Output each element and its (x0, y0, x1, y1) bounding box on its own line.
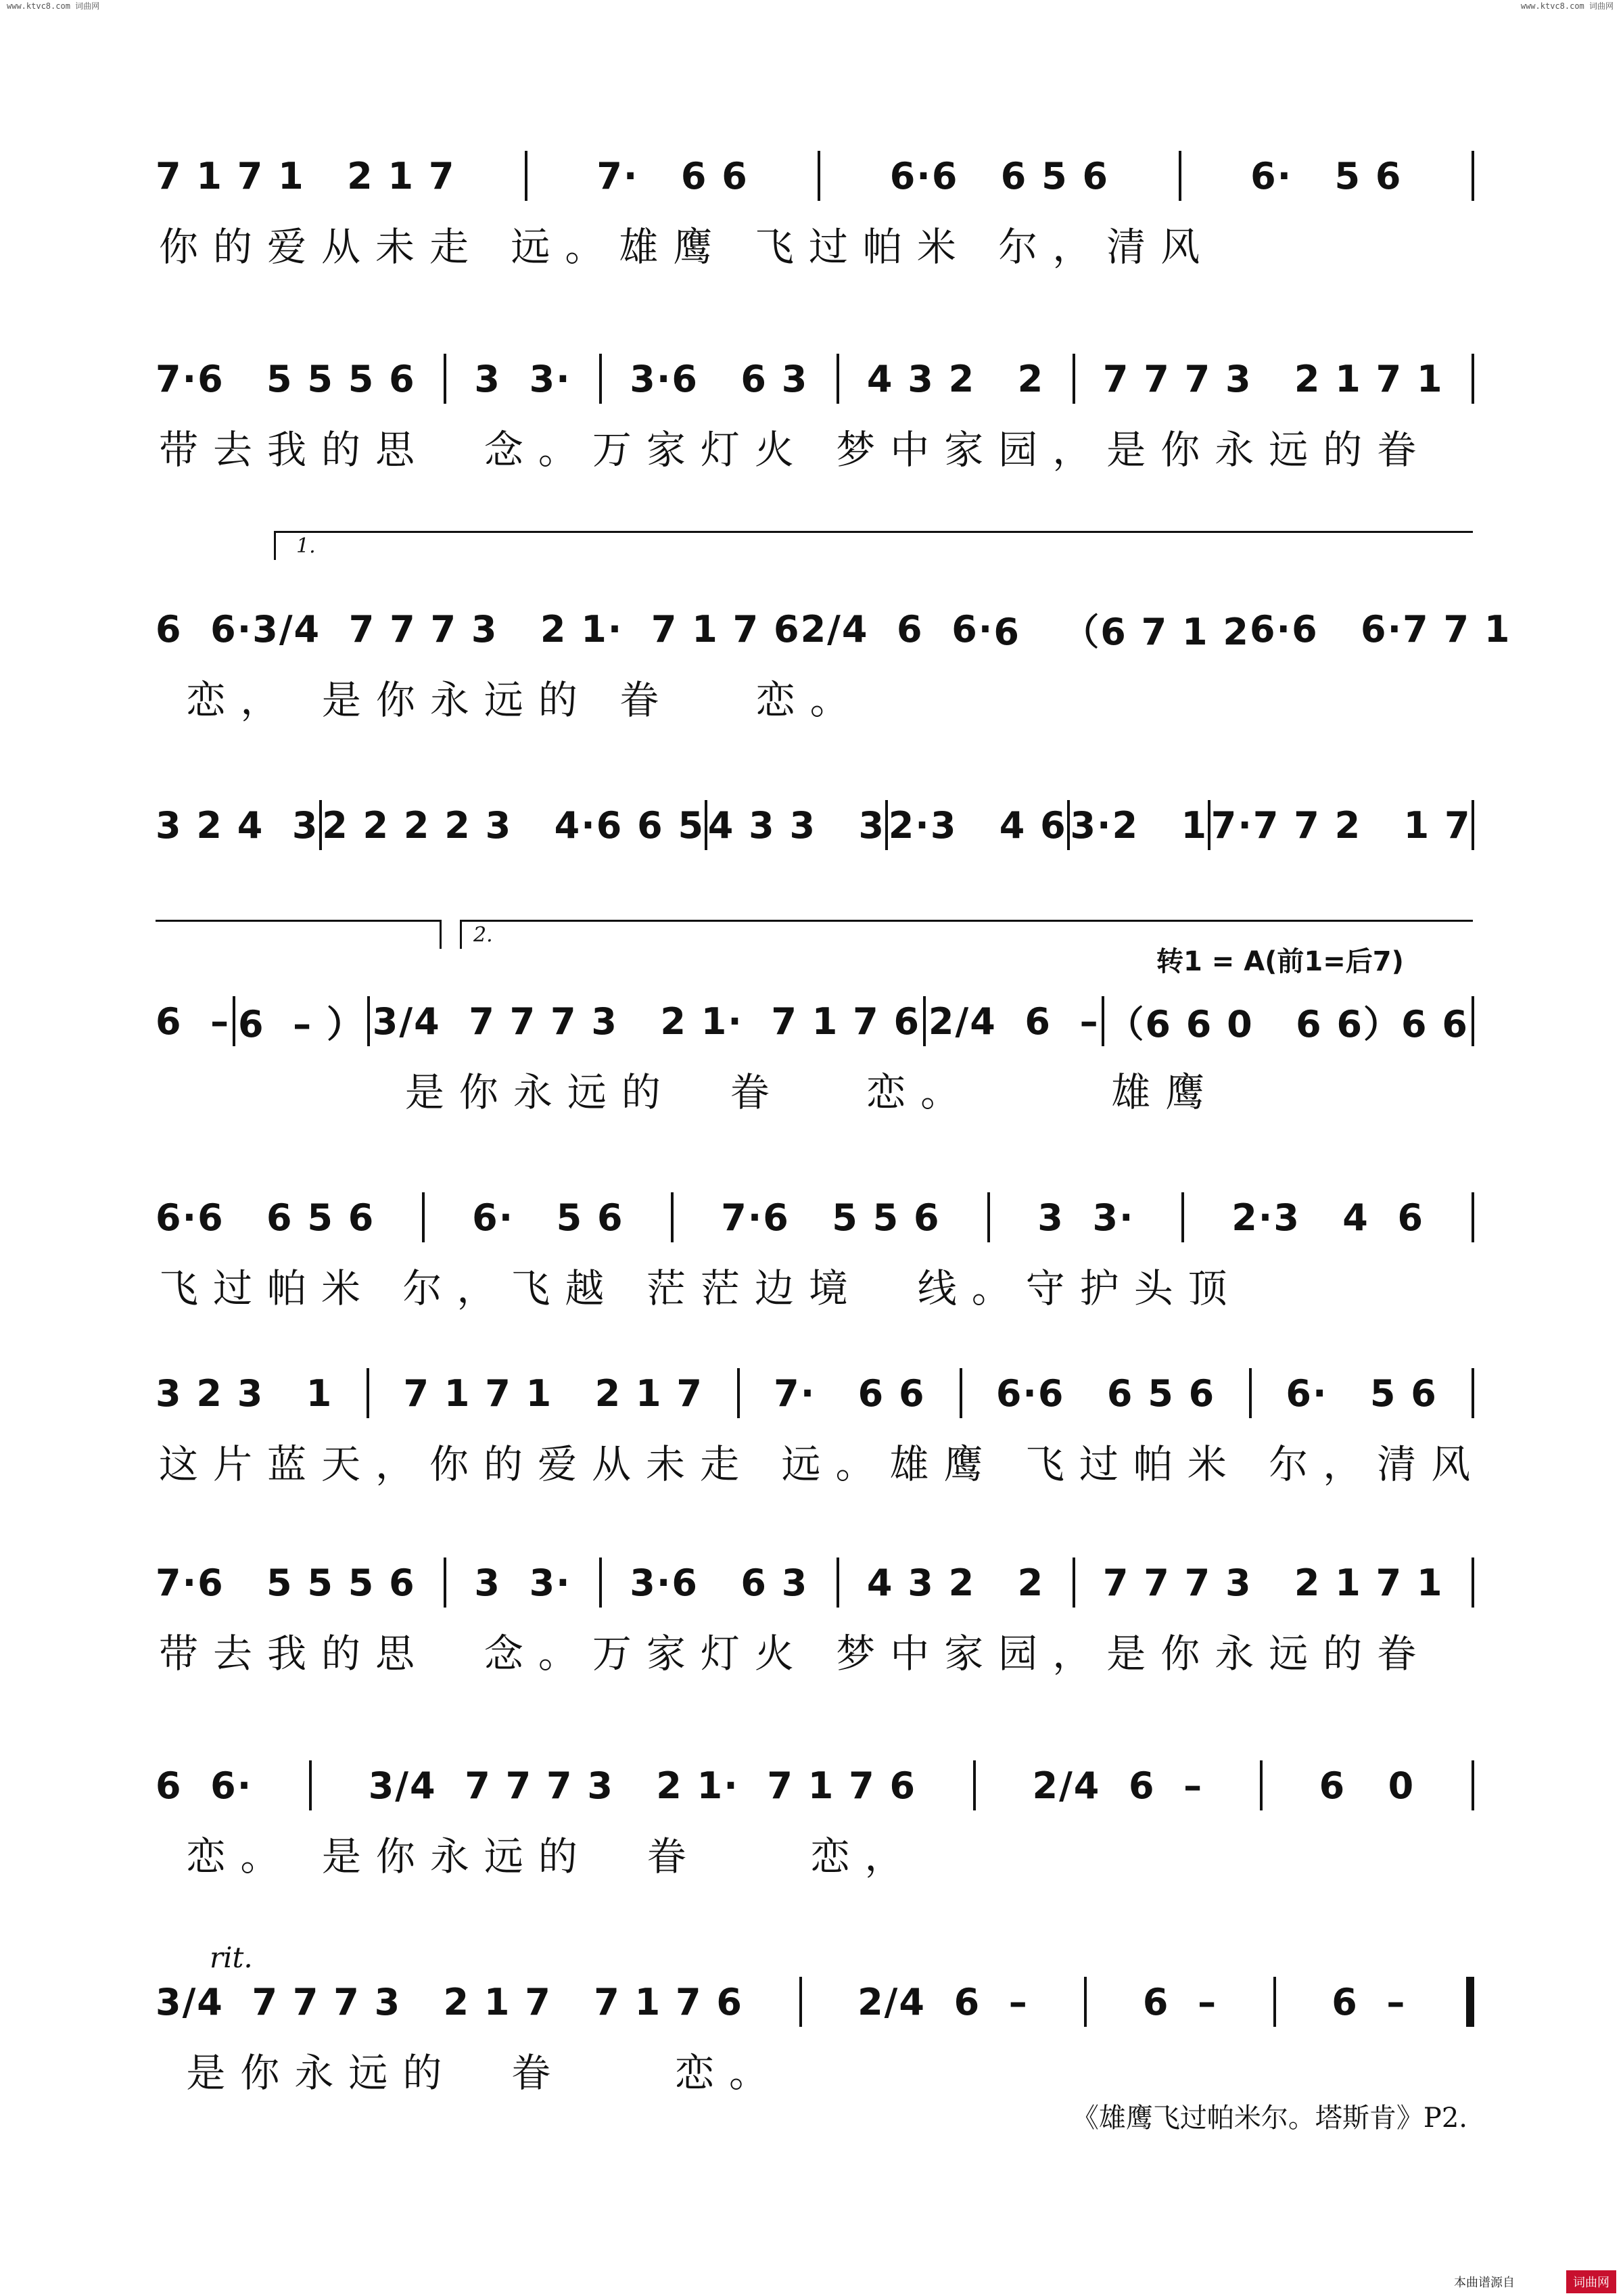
measure: 4 3 3 3 (707, 803, 886, 847)
first-ending-bracket (274, 531, 1473, 560)
lyrics-line: 是你永远的 眷 恋。 雄鹰 (159, 1069, 1220, 1115)
lyrics-line: 带去我的思 念。万家灯火 梦中家园，是你永远的眷 (159, 1631, 1432, 1677)
second-ending-label: 2. (473, 923, 493, 947)
barline (1073, 354, 1075, 404)
barline (987, 1192, 990, 1242)
barline (960, 1368, 962, 1418)
lyrics-line: 带去我的思 念。万家灯火 梦中家园，是你永远的眷 (159, 427, 1432, 473)
measure: 7·6 5 5 5 6 (156, 357, 416, 400)
site-header-left: www.ktvc8.com 词曲网 (7, 1, 100, 11)
notation-line (156, 352, 1474, 406)
measure: 3 2 3 1 (156, 1372, 333, 1415)
measure: 2·3 4 6 (888, 803, 1067, 847)
barline (367, 1368, 369, 1418)
measure: 2·3 4 6 (1231, 1196, 1425, 1239)
measure: （6 6 0 6 6）6 6 (1107, 1002, 1469, 1046)
notation-line (156, 1555, 1474, 1610)
barline (1084, 1977, 1087, 2027)
measure: 7· 6 6 (774, 1372, 926, 1415)
measure: 6 （6 7 1 2 (993, 610, 1250, 653)
notation-line (156, 149, 1474, 203)
barline (233, 996, 235, 1046)
measure: 7·7 7 2 1 7 (1210, 803, 1472, 847)
measure: 3 2 4 3 (156, 803, 319, 847)
barline (1472, 1368, 1474, 1418)
barline (1472, 1760, 1474, 1810)
notation-line (156, 1758, 1474, 1812)
notation-line (156, 994, 1474, 1048)
barline (444, 1557, 446, 1608)
lyrics-line: 这片蓝天，你的爱从未走 远。雄鹰 飞过帕米 尔，清风 (159, 1441, 1486, 1487)
barline (1179, 151, 1181, 201)
barline (837, 354, 839, 404)
measure: 3 3· (1037, 1196, 1135, 1239)
measure: 2/4 6 – (928, 1000, 1100, 1043)
lyrics-line: 飞过帕米 尔，飞越 茫茫边境 线。守护头顶 (159, 1265, 1242, 1311)
barline (799, 1977, 802, 2027)
lyrics-line: 是你永远的 眷 恋。 (159, 2050, 784, 2096)
first-ending-label: 1. (296, 534, 316, 558)
ritardando-mark: rit. (210, 1941, 253, 1974)
measure: 6·6 6 5 6 (995, 1372, 1216, 1415)
measure: 6 6· (156, 1764, 253, 1807)
measure: 7· 6 6 (596, 154, 749, 197)
barline (1472, 996, 1474, 1046)
measure: 7·6 5 5 5 6 (156, 1561, 416, 1604)
lyrics-line: 恋， 是你永远的 眷 恋。 (159, 677, 864, 723)
barline (737, 1368, 740, 1418)
measure: 3 3· (474, 357, 571, 400)
score-footer: 《雄鹰飞过帕米尔。塔斯肯》P2. (1071, 2103, 1467, 2134)
barline (923, 996, 926, 1046)
measure: 6 – (156, 1000, 231, 1043)
measure: 7 1 7 1 2 1 7 (156, 154, 456, 197)
barline (422, 1192, 425, 1242)
measure: 4 3 2 2 (866, 357, 1045, 400)
barline (1472, 1557, 1474, 1608)
measure: 6·6 6 5 6 (156, 1196, 375, 1239)
measure: 7 7 7 3 2 1 7 1 (1102, 357, 1444, 400)
measure: 2/4 6 – (1032, 1764, 1204, 1807)
barline (1260, 1760, 1263, 1810)
measure: 3 3· (474, 1561, 571, 1604)
measure: 6 0 (1319, 1764, 1415, 1807)
barline (599, 1557, 602, 1608)
barline (1472, 800, 1474, 850)
measure: 2 2 2 2 3 4·6 6 5 (322, 803, 705, 847)
source-badge: 本曲谱源自 (1454, 2276, 1515, 2290)
lyrics-line: 你的爱从未走 远。雄鹰 飞过帕米 尔，清风 (159, 224, 1215, 270)
measure: 6· 5 6 (1286, 1372, 1438, 1415)
lyrics-line: 恋。 是你永远的 眷 恋， (159, 1833, 919, 1879)
barline (973, 1760, 976, 1810)
notation-line (156, 1366, 1474, 1420)
measure: 7·6 5 5 6 (721, 1196, 941, 1239)
barline (367, 996, 370, 1046)
measure: 7 1 7 1 2 1 7 (403, 1372, 703, 1415)
measure: 6·6 6·7 7 1 (1249, 607, 1511, 651)
barline (599, 354, 602, 404)
barline (1181, 1192, 1184, 1242)
measure: 2/4 6 6· (800, 607, 994, 651)
key-modulation: 转1 = A(前1=后7) (1156, 946, 1404, 977)
barline (444, 354, 446, 404)
measure: 3/4 7 7 7 3 2 1· 7 1 7 6 (252, 607, 801, 651)
site-badge: 词曲网 (1566, 2270, 1616, 2293)
measure: 6· 5 6 (1250, 154, 1403, 197)
notation-line (156, 798, 1474, 852)
measure: 6· 5 6 (472, 1196, 624, 1239)
measure: 6·6 6 5 6 (889, 154, 1110, 197)
barline (1249, 1368, 1252, 1418)
barline (1273, 1977, 1276, 2027)
barline (1472, 151, 1474, 201)
repeat-line (156, 920, 442, 949)
measure: 7 7 7 3 2 1 7 1 (1102, 1561, 1444, 1604)
barline (309, 1760, 312, 1810)
barline (1472, 1192, 1474, 1242)
measure: 6 6· (156, 607, 253, 651)
measure: 2/4 6 – (857, 1980, 1029, 2023)
site-header-right: www.ktvc8.com 词曲网 (1520, 1, 1614, 11)
measure: 3/4 7 7 7 3 2 1· 7 1 7 6 (372, 1000, 921, 1043)
notation-line (156, 602, 1511, 656)
barline (818, 151, 820, 201)
measure: 3·6 6 3 (630, 1561, 809, 1604)
notation-line (156, 1190, 1474, 1244)
barline (837, 1557, 839, 1608)
barline (671, 1192, 674, 1242)
notation-line (156, 1975, 1474, 2029)
measure: 6 – (1332, 1980, 1407, 2023)
barline (1472, 354, 1474, 404)
measure: 6 – (1142, 1980, 1218, 2023)
barline (1102, 996, 1104, 1046)
measure: 4 3 2 2 (866, 1561, 1045, 1604)
measure: 3/4 7 7 7 3 2 1· 7 1 7 6 (368, 1764, 917, 1807)
measure: 3·2 1 (1070, 803, 1208, 847)
measure: 6 – ） (238, 1002, 364, 1046)
measure: 3/4 7 7 7 3 2 1 7 7 1 7 6 (156, 1980, 743, 2023)
barline (525, 151, 527, 201)
final-barline (1466, 1977, 1474, 2027)
measure: 3·6 6 3 (630, 357, 809, 400)
barline (1073, 1557, 1075, 1608)
